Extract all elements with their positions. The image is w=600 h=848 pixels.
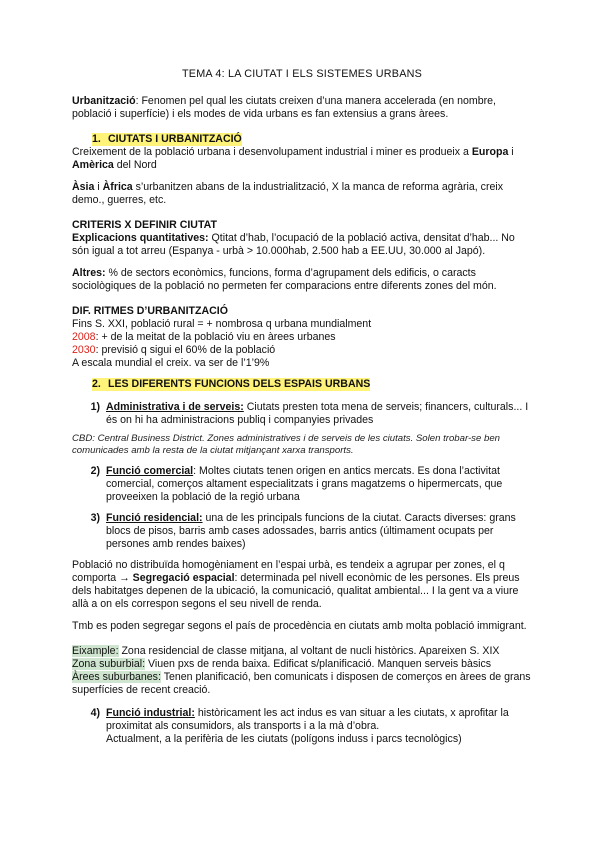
- section-1-paragraph-1: Creixement de la població urbana i desenvolupament industrial i miner es produeix a Europa i Amèrica del Nord: [72, 146, 514, 171]
- ritmes-line-4: A escala mundial el creix. va ser de l’1’9%: [72, 357, 270, 369]
- section-2-number: 2.: [92, 378, 108, 391]
- suburbanes-line: Àrees suburbanes: Tenen planificació, ben comunicats i disposen de comerços en àrees de grans superfícies de recent creació.: [72, 671, 531, 696]
- section-1-paragraph-2: Àsia i Àfrica s’urbanitzen abans de la industrialització, X la manca de reforma agrària, creix demo., guerres, etc.: [72, 181, 504, 206]
- section-1-title: CIUTATS I URBANITZACIÓ: [108, 133, 242, 145]
- ritmes-heading: DIF. RITMES D’URBANITZACIÓ: [72, 305, 228, 317]
- urbanitzacio-definition: Urbanització: Fenomen pel qual les ciutats creixen d’una manera accelerada (en nombre, població i superfície) i els modes de vida urbans es fan extensius a grans àrees.: [72, 95, 496, 120]
- page-title: TEMA 4: LA CIUTAT I ELS SISTEMES URBANS: [182, 68, 422, 80]
- section-1-heading: [72, 133, 532, 146]
- section-1-number: 1.: [92, 133, 108, 146]
- funcio-2-item: 2) Funció comercial: Moltes ciutats tenen origen en antics mercats. Es dona l’activitat comercial, comerços altament especialitzats i grans magatzems o hipermercats, que proveeixen la població de la regió urbana: [90, 465, 503, 503]
- eixample-line: Eixample: Zona residencial de classe mitjana, al voltant de nucli històrics. Apareixen S. XIX: [72, 645, 500, 657]
- segregacio-paragraph: Població no distribuïda homogèniament en l’espai urbà, es tendeix a agrupar per zones, el q comporta → Segregació espacial: determinada pel nivell econòmic de les persones. Els preus dels habitatges depenen de la ubicació, la comunicació, qualitat ambiental... I la gent va a viure allà a on els correspon segons el seu nivell de renda.: [72, 559, 520, 610]
- funcio-1-item: 1) Administrativa i de serveis: Ciutats presten tota mena de serveis; financers, culturals... I és on hi ha administracions publiq i companyies privades: [90, 401, 529, 426]
- section-2-heading: [72, 378, 532, 391]
- criteris-heading: CRITERIS X DEFINIR CIUTAT: [72, 219, 217, 231]
- section-2-title: LES DIFERENTS FUNCIONS DELS ESPAIS URBANS: [108, 378, 371, 390]
- ritmes-line-2: 2008: + de la meitat de la població viu en àrees urbanes: [72, 331, 336, 343]
- document-page: [72, 68, 532, 746]
- immigracio-paragraph: Tmb es poden segregar segons el país de procedència en ciutats amb molta població immigrant.: [72, 620, 527, 632]
- funcio-3-item: 3) Funció residencial: una de les principals funcions de la ciutat. Caracts diverses: grans blocs de pisos, barris amb cases adossades, barris antics (últimament ocupats per persones amb rendes baixes): [90, 512, 516, 550]
- ritmes-line-1: Fins S. XXI, població rural = + nombrosa q urbana mundialment: [72, 318, 372, 330]
- ritmes-line-3: 2030: previsió q sigui el 60% de la població: [72, 344, 276, 356]
- term-urbanitzacio: Urbanització: [72, 95, 136, 107]
- cbd-note: CBD: Central Business District. Zones administratives i de serveis de les ciutats. Solen trobar-se ben comunicades amb la resta de la ciutat mitjançant xarxa transports.: [72, 433, 500, 456]
- criteris-quantitatives: Explicacions quantitatives: Qtitat d’hab, l’ocupació de la població activa, densitat d’hab... No són igual a tot arreu (Espanya - urbà > 10.000hab, 2.500 hab a EE.UU, 30.000 al Japó).: [72, 232, 515, 257]
- funcio-4-item: 4) Funció industrial: històricament les act indus es van situar a les ciutats, x aprofitar la proximitat als consumidors, als transports i a la mà d’obra. Actualment, a la perifèria de les ciutats (polígons induss i parcs tecnològics): [90, 707, 509, 745]
- criteris-altres: Altres: % de sectors econòmics, funcions, forma d’agrupament dels edificis, o caracts sociològiques de la població no permeten fer comparacions entre diferents zones del món.: [72, 267, 497, 292]
- suburbial-line: Zona suburbial: Viuen pxs de renda baixa. Edificat s/planificació. Manquen serveis bàsics: [72, 658, 492, 670]
